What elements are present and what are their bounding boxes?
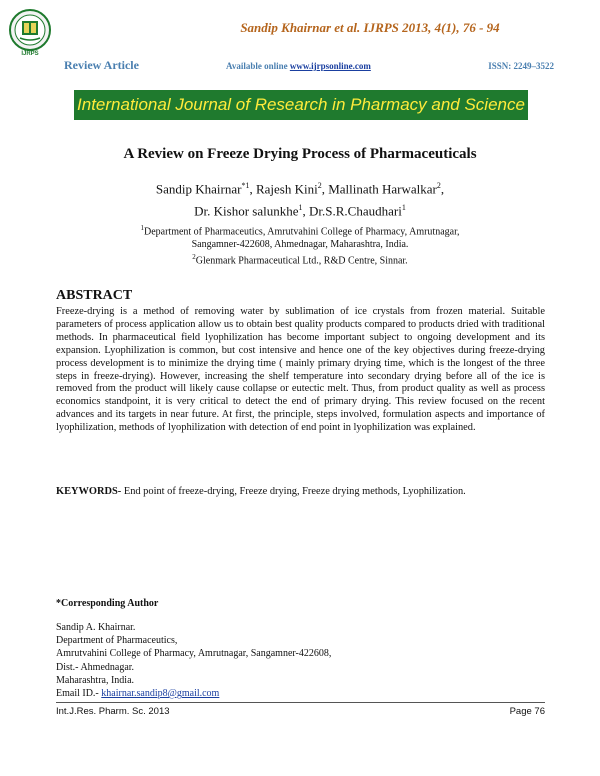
author-name: Dr. Kishor salunkhe — [194, 203, 299, 219]
author-separator: , — [249, 181, 256, 197]
author-affiliation-sup: 2 — [317, 181, 322, 190]
abstract-heading: ABSTRACT — [56, 288, 133, 303]
authors-line-2 — [80, 198, 520, 220]
article-type: Review Article — [64, 58, 139, 72]
affiliation-1-sup: 1 — [140, 224, 144, 232]
availability-prefix: Available online — [226, 61, 290, 71]
journal-url-link[interactable]: www.ijrpsonline.com — [289, 61, 371, 71]
affiliation-1 — [80, 222, 520, 238]
issn: ISSN: 2249–3522 — [488, 61, 554, 71]
footer-page-number: Page 76 — [509, 706, 545, 717]
keywords-text: End point of freeze-drying, Freeze drying, Freeze drying methods, Lyophilization. — [121, 486, 466, 497]
article-title: A Review on Freeze Drying Process of Pharmaceuticals — [123, 146, 477, 162]
author-name: Mallinath Harwalkar — [328, 181, 437, 197]
corresponding-author-line: Dist.- Ahmednagar. — [56, 661, 135, 673]
footer-citation: Int.J.Res. Pharm. Sc. 2013 — [56, 706, 170, 717]
corresponding-author-line: Maharashtra, India. — [56, 674, 135, 686]
author-affiliation-sup: 1 — [401, 203, 406, 213]
corresponding-author-line: Amrutvahini College of Pharmacy, Amrutnagar, Sangamner-422608, — [56, 648, 332, 660]
author-name: Sandip Khairnar — [155, 181, 242, 197]
author-affiliation-sup: 1 — [298, 203, 303, 213]
email-line — [56, 687, 331, 700]
author-affiliation-sup: *1 — [241, 181, 250, 190]
corresponding-author-lines — [56, 621, 331, 687]
footer-rule — [56, 702, 545, 703]
journal-logo — [8, 8, 52, 58]
availability-line — [226, 61, 371, 71]
logo-text: IJRPS — [21, 51, 39, 57]
journal-name: International Journal of Research in Pharmacy and Science — [77, 95, 525, 114]
keywords — [56, 485, 545, 498]
affiliation-1-line-2: Sangamner-422608, Ahmednagar, Maharashtra, India. — [191, 239, 409, 251]
affiliation-2 — [80, 251, 520, 267]
author-name: Rajesh Kini — [255, 181, 318, 197]
author-affiliation-sup: 2 — [436, 181, 441, 190]
keywords-label: KEYWORDS- — [56, 486, 122, 497]
meta-row — [64, 58, 554, 74]
affiliation-2-sup: 2 — [192, 253, 196, 262]
author-separator: , — [302, 203, 310, 219]
corresponding-author-line: Sandip A. Khairnar. — [56, 622, 136, 633]
email-link[interactable]: khairnar.sandip8@gmail.com — [101, 688, 220, 700]
authors-line-1 — [80, 176, 520, 198]
corresponding-author-heading: *Corresponding Author — [56, 598, 159, 609]
corresponding-author-line: Department of Pharmaceutics, — [56, 635, 178, 647]
author-separator: , — [440, 181, 445, 197]
running-head: Sandip Khairnar et al. IJRPS 2013, 4(1), 76 - 94 — [240, 20, 500, 35]
affiliation-1-line-1: Department of Pharmaceutics, Amrutvahini College of Pharmacy, Amrutnagar, — [143, 226, 460, 238]
authors — [80, 176, 520, 221]
corresponding-author-block — [56, 621, 331, 700]
email-label: Email ID.- — [56, 688, 102, 700]
affiliations — [80, 222, 520, 268]
author-name: Dr.S.R.Chaudhari — [309, 203, 402, 219]
affiliation-2-text: Glenmark Pharmaceutical Ltd., R&D Centre, Sinnar. — [195, 255, 408, 267]
author-separator: , — [321, 181, 329, 197]
journal-banner — [74, 90, 528, 120]
abstract-text: Freeze-drying is a method of removing water by sublimation of ice crystals from frozen material. Suitable parameters of process application allow us to obtain best quality products compared to products dried with traditional methods. In pharmaceutical field lyophilization has become important subject to ongoing development and its expansion. Lyophilization is common, but cost intensive and hence one of the key objectives during freeze-drying process development is to minimize the drying time ( mainly primary drying time, which is the longest of the three steps in freeze-drying). However, increasing the shelf temperature into secondary drying before all of the ice is removed from the product will likely cause collapse or eutectic melt. Thus, from product quality as well as process economics standpoint, it is very critical to detect the end of primary drying. This review focused on the recent advances and its targets in near future. At first, the principle, steps involved, formulation aspects and importance of lyophilization, methods of lyophilization with detection of end point in lyophilization was explained. — [56, 306, 545, 434]
